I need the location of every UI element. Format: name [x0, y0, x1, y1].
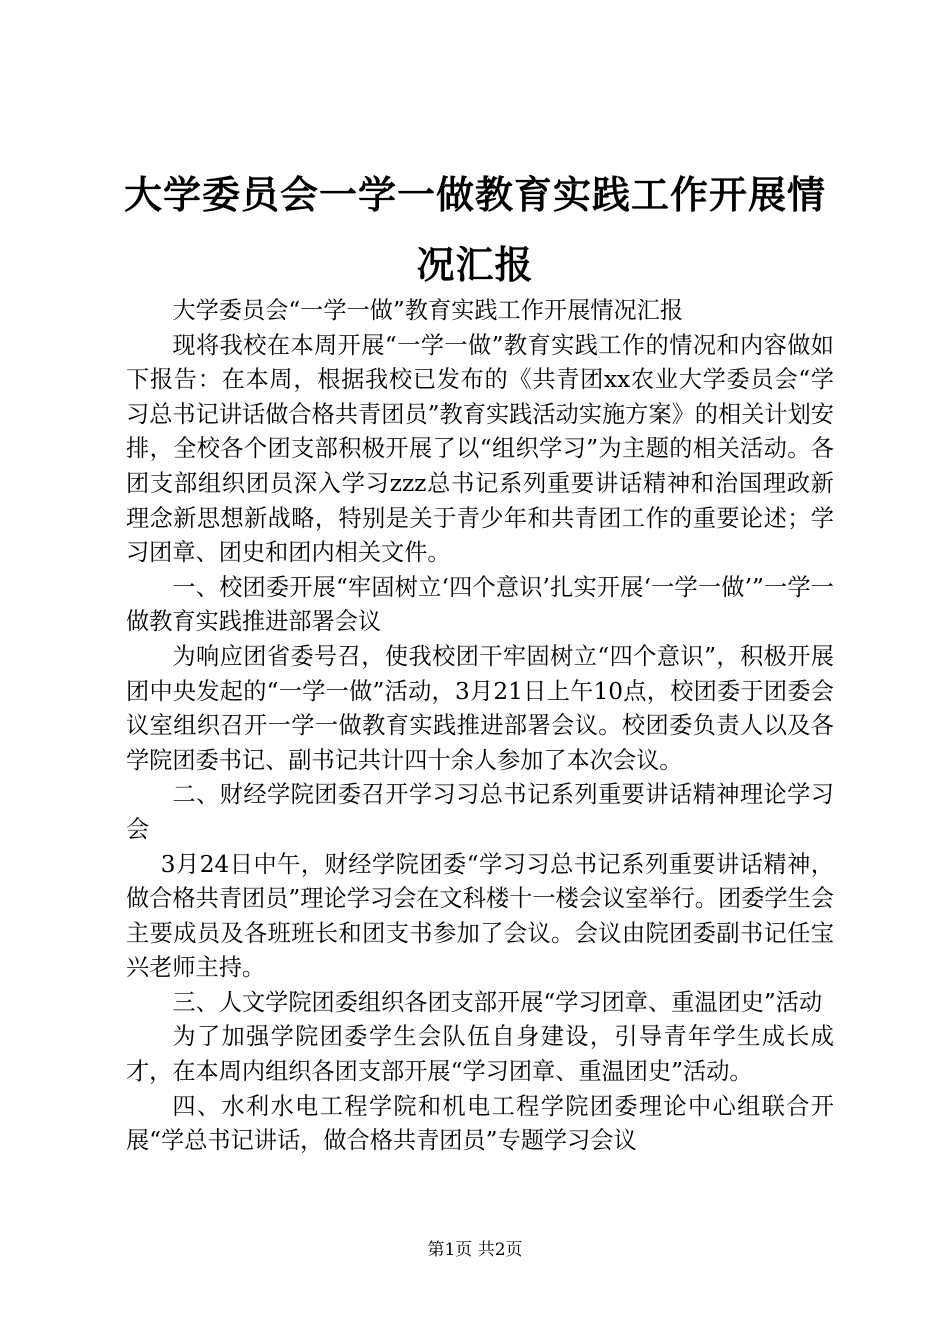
document-body — [126, 294, 834, 1159]
document-title: 大学委员会一学一做教育实践工作开展情况汇报 — [123, 172, 826, 287]
section-heading-4: 四、水利水电工程学院和机电工程学院团委理论中心组联合开展“学总书记讲话，做合格共青团员”专题学习会议 — [126, 1092, 834, 1155]
section-paragraph-3: 为了加强学院团委学生会队伍自身建设，引导青年学生成长成才，在本周内组织各团支部开展“学习团章、重温团史”活动。 — [126, 1023, 834, 1086]
section-heading-1: 一、校团委开展“牢固树立‘四个意识’扎实开展‘一学一做’”一学一做教育实践推进部署会议 — [126, 573, 834, 636]
subtitle-paragraph: 大学委员会“一学一做”教育实践工作开展情况汇报 — [172, 297, 684, 324]
section-paragraph-1: 为响应团省委号召，使我校团干牢固树立“四个意识”，积极开展团中央发起的“一学一做”活动，3月21日上午10点，校团委于团委会议室组织召开一学一做教育实践推进部署会议。校团委负责人以及各学院团委书记、副书记共计四十余人参加了本次会议。 — [126, 642, 834, 774]
page-footer: 第1页 共2页 — [427, 1240, 523, 1260]
intro-paragraph: 现将我校在本周开展“一学一做”教育实践工作的情况和内容做如下报告：在本周，根据我校已发布的《共青团xx农业大学委员会“学习总书记讲话做合格共青团员”教育实践活动实施方案》的相关计划安排，全校各个团支部积极开展了以“组织学习”为主题的相关活动。各团支部组织团员深入学习zzz总书记系列重要讲话精神和治国理政新理念新思想新战略，特别是关于青少年和共青团工作的重要论述；学习团章、团史和团内相关文件。 — [126, 331, 834, 567]
section-heading-3: 三、人文学院团委组织各团支部开展“学习团章、重温团史”活动 — [172, 988, 823, 1016]
section-paragraph-2: 3月24日中午，财经学院团委“学习习总书记系列重要讲话精神，做合格共青团员”理论学习会在文科楼十一楼会议室举行。团委学生会主要成员及各班班长和团支书参加了会议。会议由院团委副书记任宝兴老师主持。 — [126, 850, 834, 982]
section-heading-2: 二、财经学院团委召开学习习总书记系列重要讲话精神理论学习会 — [126, 781, 834, 843]
